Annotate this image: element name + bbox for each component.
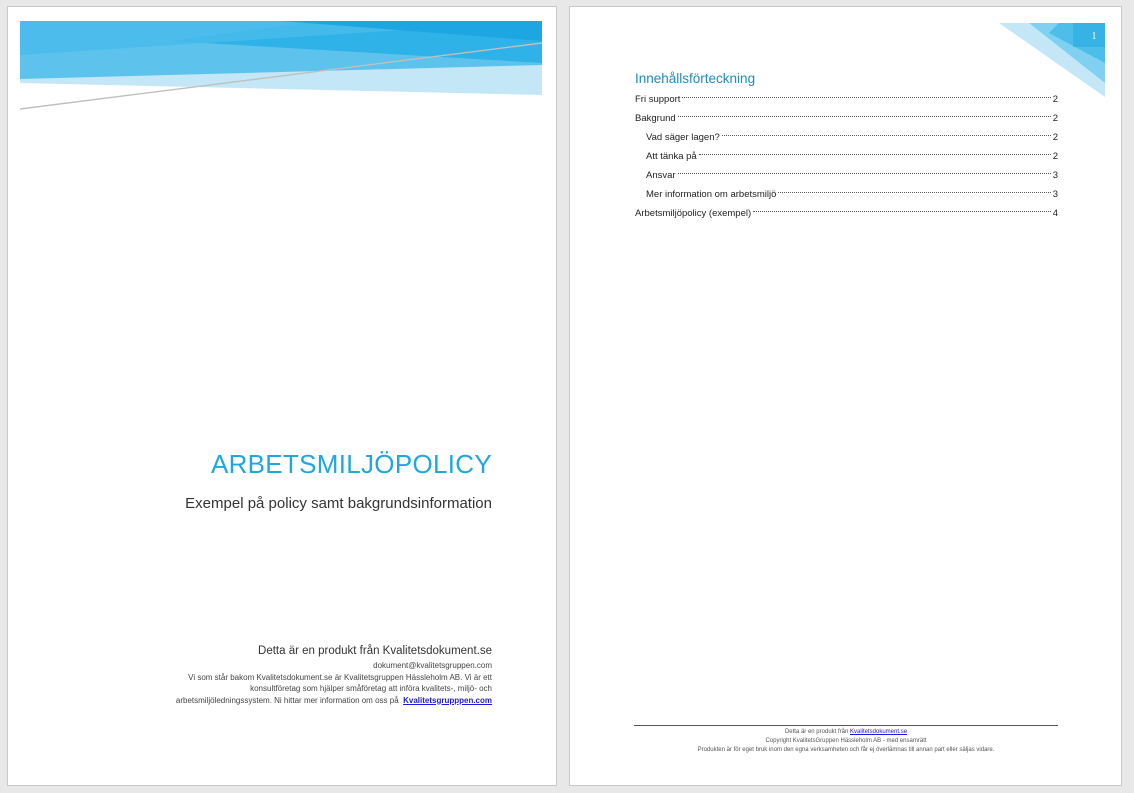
toc-leader-dots: [722, 135, 1051, 136]
toc-page: [569, 6, 1122, 786]
footer-text-line-3-wrap: [92, 695, 492, 707]
toc-entry[interactable]: [635, 147, 1058, 166]
toc-entry-label: Bakgrund: [635, 113, 676, 124]
table-of-contents: [635, 71, 1058, 223]
toc-entry-page: 2: [1052, 132, 1058, 143]
footer-headline: Detta är en produkt från Kvalitetsdokument.se: [258, 645, 492, 657]
toc-entry[interactable]: [635, 90, 1058, 109]
toc-entry-page: 3: [1052, 189, 1058, 200]
page-number: 1: [1091, 31, 1097, 42]
toc-heading: Innehållsförteckning: [635, 71, 756, 86]
document-subtitle: Exempel på policy samt bakgrundsinformation: [185, 495, 492, 512]
toc-entry-page: 2: [1052, 94, 1058, 105]
toc-entry-label: Fri support: [635, 94, 681, 105]
page-footer-prefix: Detta är en produkt från: [784, 729, 849, 735]
toc-leader-dots: [678, 173, 1051, 174]
toc-entry-page: 2: [1052, 113, 1058, 124]
toc-entry-label: Att tänka på: [646, 151, 697, 162]
footer-text-line-1: Vi som står bakom Kvalitetsdokument.se är Kvalitetsgruppen Hässleholm AB. Vi är ett: [188, 672, 492, 682]
toc-entry-label: Arbetsmiljöpolicy (exempel): [635, 208, 752, 219]
toc-leader-dots: [678, 116, 1051, 117]
toc-leader-dots: [682, 97, 1050, 98]
toc-entry[interactable]: [635, 185, 1058, 204]
document-title: ARBETSMILJÖPOLICY: [210, 449, 492, 479]
toc-leader-dots: [778, 192, 1050, 193]
footer-text-line-3: arbetsmiljöledningssystem. Ni hittar mer information om oss på: [175, 695, 399, 705]
toc-entry-label: Mer information om arbetsmiljö: [646, 189, 777, 200]
page-footer-usage-note: Produkten är för eget bruk inom den egna verksamheten och får ej överlämnas till annan part eller säljas vidare.: [697, 747, 995, 753]
cover-page: [7, 6, 557, 786]
toc-entry-page: 4: [1052, 208, 1058, 219]
toc-leader-dots: [699, 154, 1051, 155]
toc-entry-label: Vad säger lagen?: [646, 132, 720, 143]
footer-email: dokument@kvalitetsgruppen.com: [373, 661, 492, 670]
page-footer-line-1: [634, 728, 1058, 737]
page-footer: [634, 725, 1058, 755]
company-link[interactable]: Kvalitetsgrupppen.com: [403, 695, 492, 705]
toc-entry[interactable]: [635, 109, 1058, 128]
toc-entry[interactable]: [635, 204, 1058, 223]
page-footer-copyright: Copyright KvalitetsGruppen Hässleholm AB - med ensamrätt: [765, 738, 927, 744]
toc-entry-page: 3: [1052, 170, 1058, 181]
cover-footer: [92, 645, 492, 706]
toc-entry-page: 2: [1052, 151, 1058, 162]
cover-banner-graphic: [20, 21, 542, 117]
toc-entry-label: Ansvar: [646, 170, 676, 181]
toc-entry[interactable]: [635, 128, 1058, 147]
kvalitetsdokument-link[interactable]: Kvalitetsdokument.se: [850, 729, 908, 735]
footer-text-line-2: konsultföretag som hjälper småföretag att införa kvalitets-, miljö- och: [250, 684, 492, 693]
toc-leader-dots: [753, 211, 1051, 212]
toc-entry[interactable]: [635, 166, 1058, 185]
